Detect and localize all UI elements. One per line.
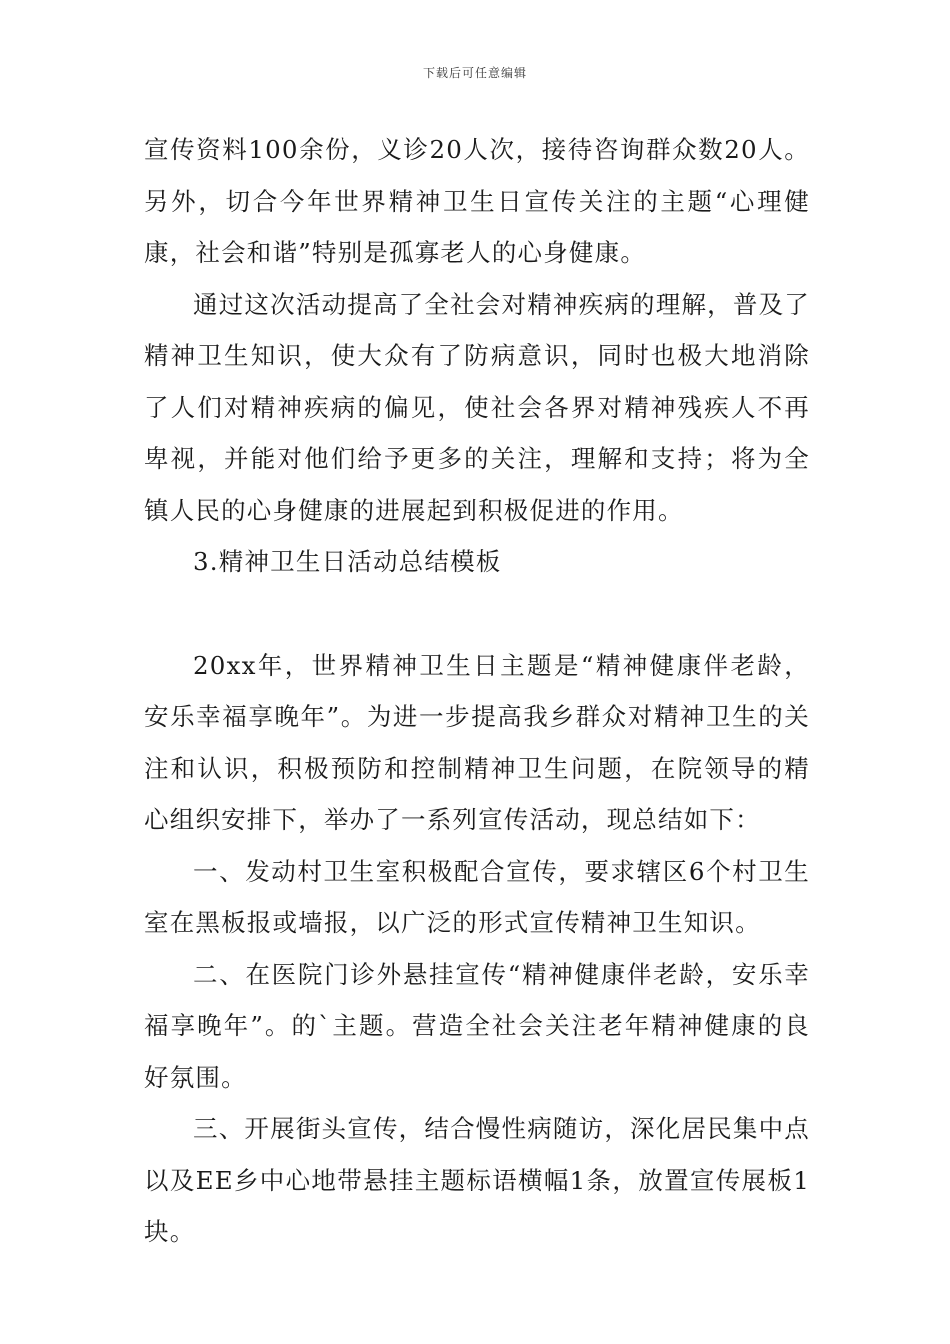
paragraph-continuation: 宣传资料100余份，义诊20人次，接待咨询群众数20人。另外，切合今年世界精神卫生日宣传关注的主题“心理健康，社会和谐”特别是孤寡老人的心身健康。 — [144, 135, 810, 267]
blank-line — [144, 588, 810, 640]
paragraph-item-1: 一、发动村卫生室积极配合宣传，要求辖区6个村卫生室在黑板报或墙报，以广泛的形式宣传精神卫生知识。 — [144, 856, 810, 937]
paragraph-summary: 通过这次活动提高了全社会对精神疾病的理解，普及了精神卫生知识，使大众有了防病意识，同时也极大地消除了人们对精神疾病的偏见，使社会各界对精神残疾人不再卑视，并能对他们给予更多的关注，理解和支持；将为全镇人民的心身健康的进展起到积极促进的作用。 — [144, 289, 810, 525]
section-heading: 3.精神卫生日活动总结模板 — [193, 547, 502, 576]
paragraph-item-2: 二、在医院门诊外悬挂宣传“精神健康伴老龄，安乐幸福享晚年”。的`主题。营造全社会关注老年精神健康的良好氛围。 — [144, 959, 810, 1092]
header-note: 下载后可任意编辑 — [422, 66, 527, 80]
paragraph-item-3: 三、开展街头宣传，结合慢性病随访，深化居民集中点以及EE乡中心地带悬挂主题标语横幅1条，放置宣传展板1块。 — [144, 1114, 810, 1246]
paragraph-intro: 20xx年，世界精神卫生日主题是“精神健康伴老龄，安乐幸福享晚年”。为进一步提高我乡群众对精神卫生的关注和认识，积极预防和控制精神卫生问题，在院领导的精心组织安排下，举办了一系列宣传活动，现总结如下： — [144, 650, 810, 834]
document-body — [144, 124, 810, 1258]
